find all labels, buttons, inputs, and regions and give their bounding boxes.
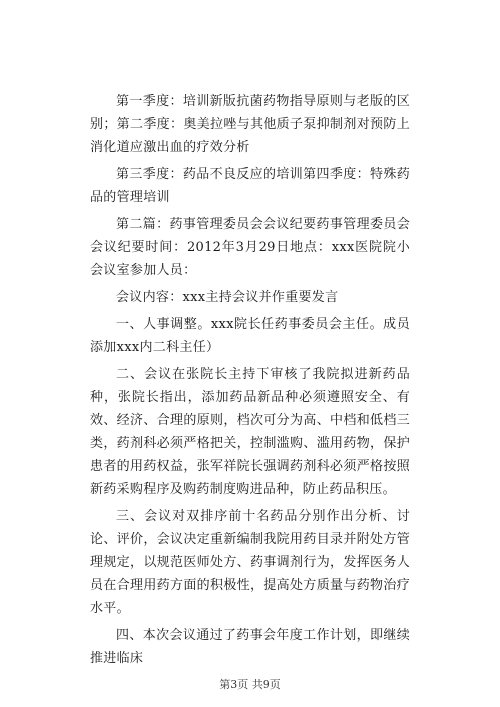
paragraph-q1-q2-training: 第一季度：培训新版抗菌药物指导原则与老版的区别；第二季度：奥美拉唑与其他质子泵抑制剂对预防上消化道应激出血的疗效分析 xyxy=(90,94,410,155)
paragraph-item-three: 三、会议对双排序前十名药品分别作出分析、讨论、评价，会议决定重新编制我院用药目录并附处方管理规定，以规范医师处方、药事调剂行为，发挥医务人员在合理用药方面的积极性，提高处方质量与药物治疗水平。 xyxy=(90,509,410,616)
page-number-footer: 第3页 共9页 xyxy=(219,678,281,691)
paragraph-meeting-header: 第二篇：药事管理委员会会议纪要药事管理委员会会议纪要时间：2012年3月29日地点：xxx医院院小会议室参加人员： xyxy=(90,217,410,278)
paragraph-meeting-content: 会议内容：xxx主持会议并作重要发言 xyxy=(116,290,339,305)
paragraph-q3-q4-training: 第三季度：药品不良反应的培训第四季度：特殊药品的管理培训 xyxy=(90,167,410,205)
paragraph-item-one: 一、人事调整。xxx院长任药事委员会主任。成员添加xxx内二科主任） xyxy=(90,317,410,355)
paragraph-item-two: 二、会议在张院长主持下审核了我院拟进新药品种，张院长指出，添加药品新品种必须遵照安全、有效、经济、合理的原则，档次可分为高、中档和低档三类，药剂科必须严格把关，控制滥购、滥用药物，保护患者的用药权益，张军祥院长强调药剂科必须严格按照新药采购程序及购药制度购进品种，防止药品积压。 xyxy=(90,367,410,497)
document-body xyxy=(90,90,410,674)
paragraph-item-four: 四、本次会议通过了药事会年度工作计划，即继续推进临床 xyxy=(90,628,410,666)
